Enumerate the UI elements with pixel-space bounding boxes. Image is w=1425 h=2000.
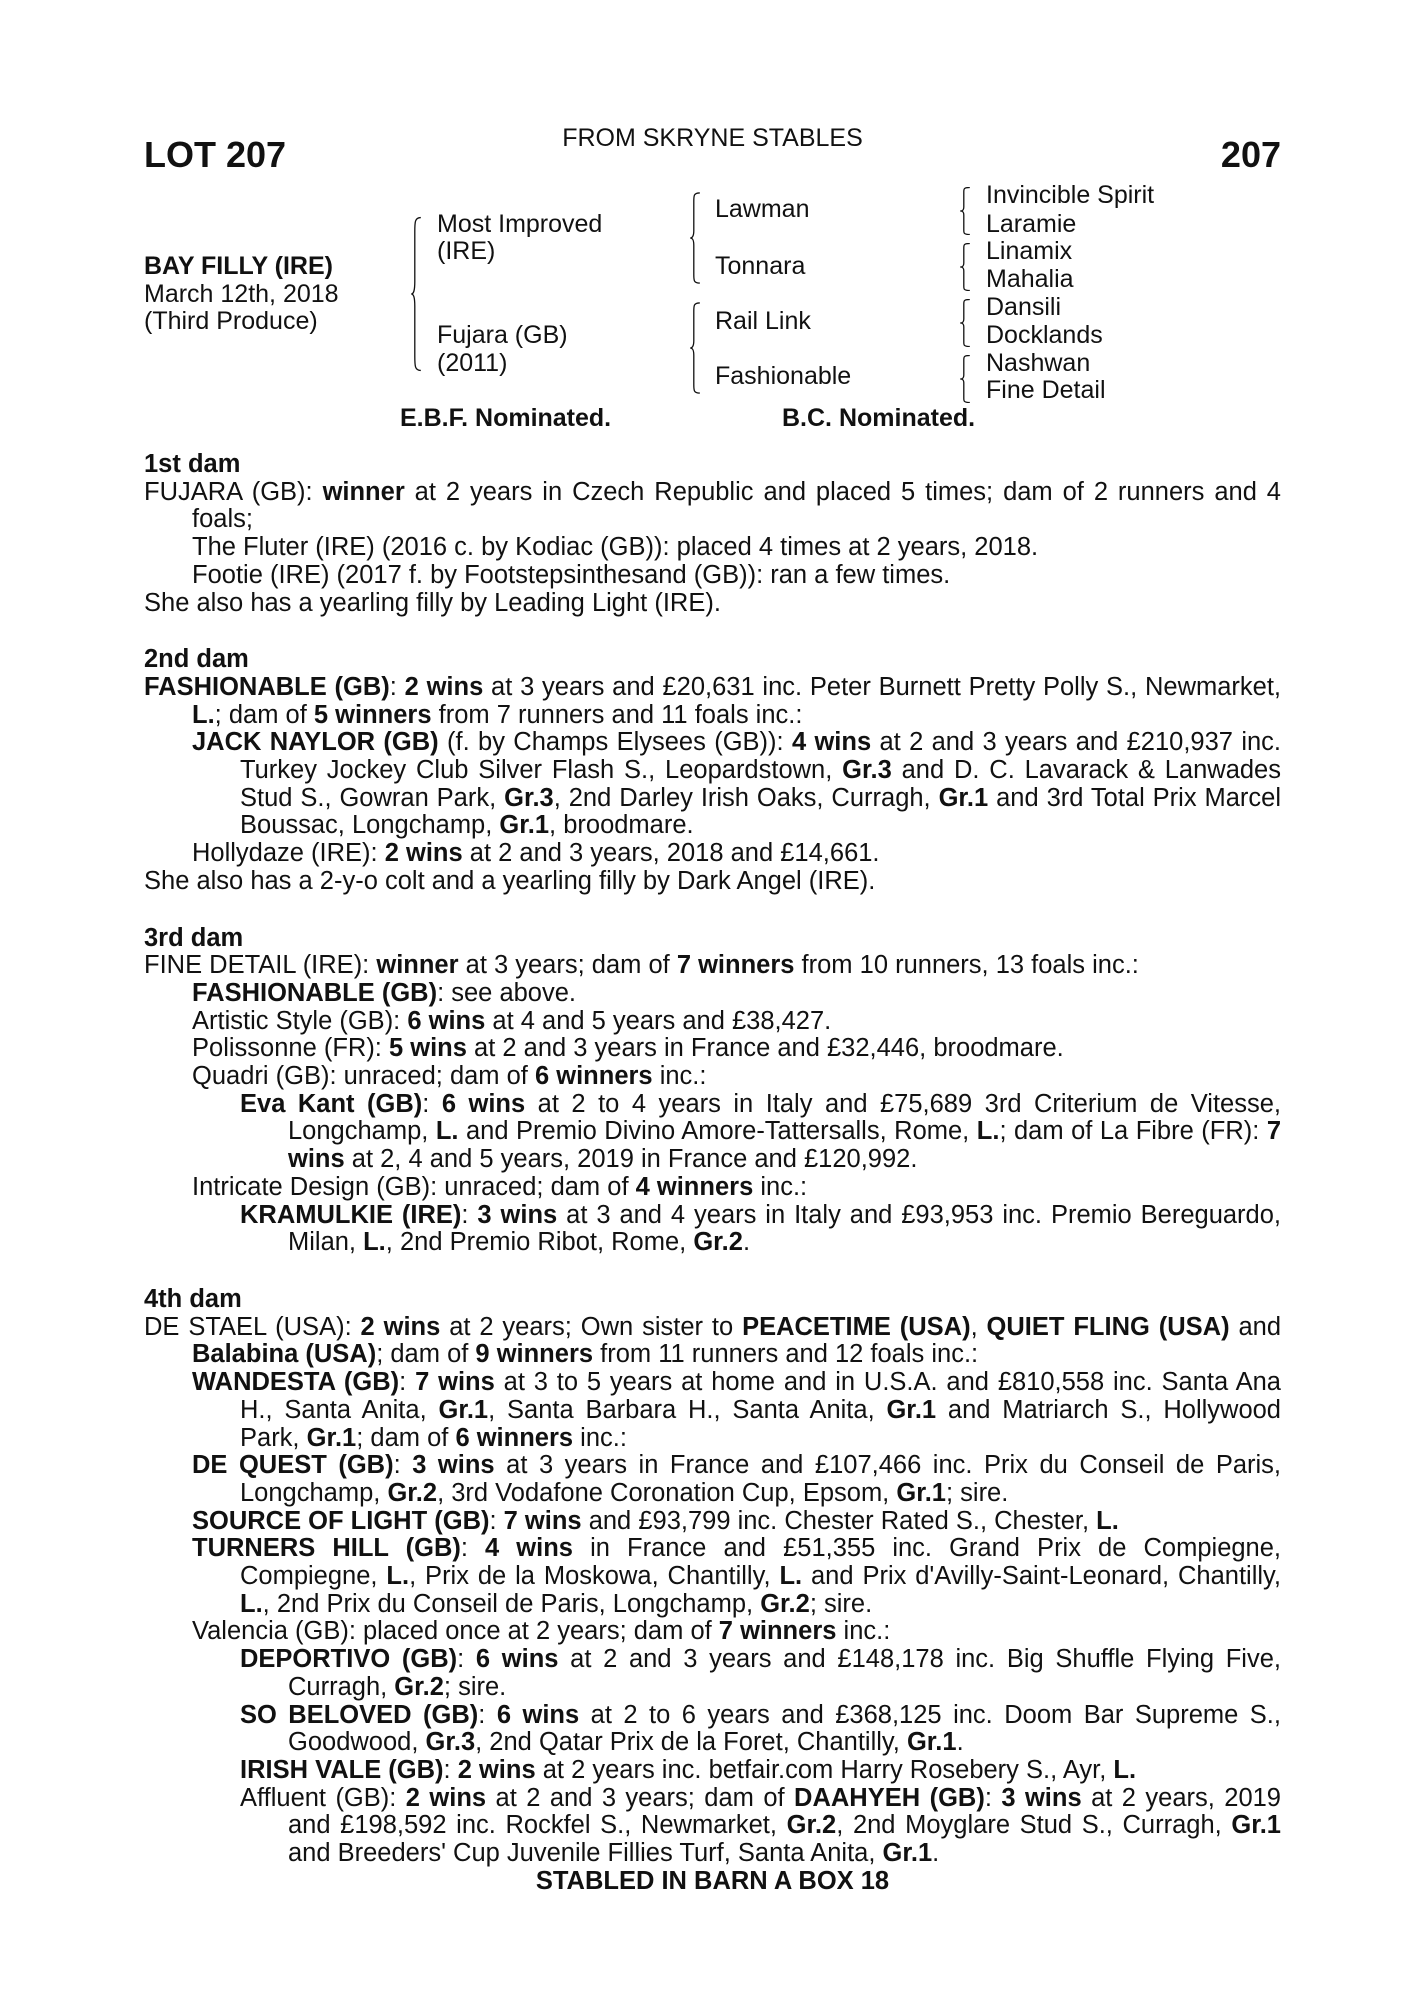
bold-text: L. (386, 1562, 410, 1591)
bold-text: Gr.1 (306, 1423, 357, 1452)
entry-text: ; dam of (356, 1423, 456, 1452)
entry-text: , 2nd Moyglare Stud S., Curragh, (836, 1811, 1232, 1840)
entry-text: : see above. (437, 978, 577, 1007)
pedigree-brace (689, 302, 701, 394)
bold-text: KRAMULKIE (IRE) (240, 1200, 462, 1229)
entry-text: The Fluter (IRE) (2016 c. by Kodiac (GB)): placed 4 times at 2 years, 2018. (192, 533, 1039, 562)
entry-text: ; sire. (809, 1589, 873, 1618)
dam-name: Fujara (GB) (437, 321, 568, 349)
entry-text: Intricate Design (GB): unraced; dam of (192, 1172, 636, 1201)
entry-text: at 2 years inc. betfair.com Harry Rosebery S., Ayr, (535, 1755, 1114, 1784)
consignor: FROM SKRYNE STABLES (562, 124, 863, 152)
ancestor-5: Dansili (986, 293, 1062, 321)
entry-text: , 2nd Prix du Conseil de Paris, Longchamp, (262, 1589, 761, 1618)
entry-text: Footie (IRE) (2017 f. by Footstepsinthesand (GB)): ran a few times. (192, 560, 951, 589)
bold-text: Gr.2 (394, 1672, 444, 1701)
section-heading: 3rd dam (144, 923, 244, 952)
produce-entry (144, 1063, 1281, 1091)
entry-text: Quadri (GB): unraced; dam of (192, 1062, 535, 1091)
ancestor-6: Docklands (986, 321, 1103, 349)
entry-text: : (489, 1506, 504, 1535)
produce-entry (144, 1035, 1281, 1063)
bold-text: Gr.2 (387, 1478, 438, 1507)
entry-text: . (742, 1228, 751, 1257)
dam-sections (144, 451, 1281, 1868)
entry-text: at 4 and 5 years and £38,427. (485, 1006, 832, 1035)
entry-text: ; dam of (214, 700, 314, 729)
entry-text: at 2 and 3 years in France and £32,446, broodmare. (466, 1034, 1064, 1063)
entry-text: ; sire. (945, 1478, 1009, 1507)
dam-year: (2011) (437, 349, 508, 377)
entry-text: : (461, 1200, 478, 1229)
dam-section (144, 1286, 1281, 1868)
grandsire-paternal: Lawman (715, 195, 810, 223)
produce-entry (144, 1314, 1281, 1369)
ancestor-2: Laramie (986, 210, 1077, 238)
entry-text: She also has a yearling filly by Leading Light (IRE). (144, 588, 721, 617)
entry-text: Valencia (GB): placed once at 2 years; dam of (192, 1617, 719, 1646)
produce-entry (144, 1508, 1281, 1536)
entry-text: FINE DETAIL (IRE): (144, 951, 377, 980)
ancestor-7: Nashwan (986, 349, 1091, 377)
entry-text: at 2 to 4 years in Italy and £75,689 3rd Criterium de Vitesse, Longchamp, (288, 1089, 1281, 1146)
pedigree-brace (959, 187, 971, 235)
entry-text: and (1229, 1312, 1281, 1341)
entry-text: and D. C. Lavarack & Lanwades Stud S., Gowran Park, (240, 756, 1281, 812)
produce-entry (144, 1646, 1281, 1701)
section-heading: 2nd dam (144, 645, 249, 674)
produce-entry (144, 1535, 1281, 1618)
entry-text: (f. by Champs Elysees (GB)): (438, 728, 792, 757)
entry-text: inc.: (652, 1062, 707, 1091)
bold-text: Eva Kant (GB) (240, 1089, 423, 1118)
entry-text: : (478, 1700, 497, 1729)
bold-text: Balabina (USA) (192, 1340, 377, 1369)
entry-text: at 3 to 5 years at home and in U.S.A. and £810,558 inc. Santa Ana H., Santa Anita, (240, 1368, 1281, 1424)
entry-text: from 7 runners and 11 foals inc.: (431, 700, 803, 729)
sire-name: Most Improved (437, 210, 603, 238)
entry-text: , broodmare. (549, 811, 694, 840)
entry-text: at 3 years; dam of (458, 951, 677, 980)
bold-text: winner (322, 477, 405, 506)
dam-section (144, 646, 1281, 895)
bold-text: Gr.1 (896, 1478, 946, 1507)
bold-text: 7 winners (676, 951, 795, 980)
produce-entry (144, 562, 1281, 590)
produce-entry (144, 1174, 1281, 1202)
bold-text: Gr.1 (906, 1728, 957, 1757)
ancestor-3: Linamix (986, 237, 1073, 265)
entry-text: , 2nd Premio Ribot, Rome, (385, 1228, 694, 1257)
produce-entry (144, 1008, 1281, 1036)
bold-text: TURNERS HILL (GB) (192, 1534, 461, 1563)
entry-text: Hollydaze (IRE): (192, 839, 385, 868)
bold-text: 6 wins (496, 1700, 580, 1729)
bold-text: 7 winners (718, 1617, 837, 1646)
entry-text: : (422, 1089, 442, 1118)
bold-text: 3 wins (1001, 1783, 1082, 1812)
ancestor-8: Fine Detail (986, 376, 1106, 404)
produce-entry (144, 729, 1281, 840)
bold-text: DE QUEST (GB) (192, 1451, 394, 1480)
bold-text: 6 wins (407, 1006, 486, 1035)
section-heading: 1st dam (144, 450, 241, 478)
entry-text: from 10 runners, 13 foals inc.: (794, 951, 1139, 980)
entry-text: ; dam of La Fibre (FR): (999, 1117, 1267, 1146)
produce-entry (144, 534, 1281, 562)
bold-text: 7 wins (415, 1368, 495, 1397)
bold-text: 3 wins (477, 1200, 558, 1229)
lot-label: LOT 207 (144, 134, 287, 175)
entry-text: Affluent (GB): (240, 1783, 406, 1812)
pedigree-brace (959, 243, 971, 291)
pedigree-brace (689, 192, 701, 284)
produce-entry (144, 840, 1281, 868)
grandsire-maternal: Rail Link (715, 307, 811, 335)
pedigree-brace (959, 299, 971, 347)
bold-text: L. (435, 1117, 459, 1146)
produce-entry (144, 1702, 1281, 1757)
bold-text: 4 winners (635, 1172, 754, 1201)
bold-text: L. (192, 700, 215, 729)
bold-text: Gr.2 (786, 1811, 837, 1840)
entry-text: at 2 and 3 years and £148,178 inc. Big Shuffle Flying Five, Curragh, (288, 1645, 1281, 1701)
produce-entry (144, 980, 1281, 1008)
entry-text: and Matriarch S., Hollywood Park, (240, 1395, 1281, 1452)
produce-entry (144, 590, 1281, 618)
bold-text: FASHIONABLE (GB) (144, 672, 390, 701)
ancestor-4: Mahalia (986, 265, 1074, 293)
entry-text: , 2nd Qatar Prix de la Foret, Chantilly, (475, 1728, 907, 1757)
bold-text: 4 wins (791, 728, 872, 757)
bold-text: SO BELOVED (GB) (240, 1700, 479, 1729)
entry-text: inc.: (573, 1423, 627, 1452)
bold-text: Gr.3 (504, 783, 554, 812)
bold-text: Gr.3 (425, 1728, 476, 1757)
produce-record (144, 451, 1281, 1895)
produce-entry (144, 1369, 1281, 1452)
entry-text: from 11 runners and 12 foals inc.: (593, 1340, 979, 1369)
bold-text: 2 wins (457, 1755, 536, 1784)
entry-text: at 2, 4 and 5 years, 2019 in France and £120,992. (344, 1145, 918, 1174)
entry-text: : (457, 1645, 476, 1674)
entry-text: at 2 years in Czech Republic and placed 5 times; dam of 2 runners and 4 foals; (192, 477, 1281, 534)
bold-text: 3 wins (412, 1451, 495, 1480)
bold-text: Gr.1 (499, 811, 550, 840)
bold-text: L. (1096, 1506, 1119, 1535)
bold-text: 7 wins (503, 1506, 582, 1535)
entry-text: at 2 years, 2019 and £198,592 inc. Rockfel S., Newmarket, (288, 1783, 1281, 1840)
entry-text: , 3rd Vodafone Coronation Cup, Epsom, (437, 1478, 897, 1507)
pedigree-brace (959, 355, 971, 403)
entry-text: inc.: (753, 1172, 808, 1201)
entry-text: and Prix d'Avilly-Saint-Leonard, Chantilly, (802, 1562, 1281, 1591)
bold-text: L. (240, 1589, 263, 1618)
entry-text: : (460, 1534, 486, 1563)
produce-entry (144, 479, 1281, 534)
entry-text: at 3 and 4 years in Italy and £93,953 inc. Premio Bereguardo, Milan, (288, 1200, 1281, 1257)
bold-text: DAAHYEH (GB) (794, 1783, 985, 1812)
entry-text: at 2 years; Own sister to (440, 1312, 743, 1341)
bold-text: L. (976, 1117, 1000, 1146)
bold-text: IRISH VALE (GB) (240, 1755, 444, 1784)
bold-text: 5 winners (313, 700, 432, 729)
granddam-maternal: Fashionable (715, 362, 852, 390)
entry-text: in France and £51,355 inc. Grand Prix de Compiegne, Compiegne, (240, 1534, 1281, 1591)
produce-entry (144, 1757, 1281, 1785)
bold-text: winner (376, 951, 459, 980)
bold-text: FASHIONABLE (GB) (192, 978, 438, 1007)
bold-text: Gr.1 (886, 1395, 937, 1424)
entry-text: at 3 years and £20,631 inc. Peter Burnett Pretty Polly S., Newmarket, (483, 672, 1281, 701)
entry-text: : (389, 672, 405, 701)
pedigree-brace (410, 216, 422, 372)
entry-text: ; sire. (443, 1672, 507, 1701)
entry-text: : (393, 1451, 413, 1480)
produce-entry (144, 1091, 1281, 1174)
entry-text: at 2 and 3 years; dam of (486, 1783, 795, 1812)
bold-text: 7 wins (288, 1117, 1281, 1174)
produce-entry (144, 1785, 1281, 1868)
bold-text: Gr.2 (693, 1228, 743, 1257)
bold-text: 4 wins (485, 1534, 573, 1563)
foaling-date: March 12th, 2018 (144, 280, 339, 308)
produce-number: (Third Produce) (144, 307, 318, 335)
produce-entry (144, 1452, 1281, 1507)
entry-text: and 3rd Total Prix Marcel Boussac, Longchamp, (240, 783, 1282, 840)
bold-text: JACK NAYLOR (GB) (192, 728, 439, 757)
bold-text: WANDESTA (GB) (192, 1368, 400, 1397)
ebf-nomination: E.B.F. Nominated. (400, 404, 612, 432)
entry-text: and Premio Divino Amore-Tattersalls, Rome, (458, 1117, 977, 1146)
entry-text: She also has a 2-y-o colt and a yearling filly by Dark Angel (IRE). (144, 866, 876, 895)
bold-text: Gr.2 (760, 1589, 810, 1618)
bold-text: L. (1113, 1755, 1137, 1784)
bold-text: Gr.1 (882, 1839, 933, 1868)
lot-number: 207 (1220, 134, 1281, 175)
section-heading: 4th dam (144, 1284, 242, 1313)
bold-text: Gr.3 (842, 756, 892, 785)
granddam-paternal: Tonnara (715, 252, 806, 280)
ancestor-1: Invincible Spirit (986, 181, 1155, 209)
entry-text: Artistic Style (GB): (192, 1006, 408, 1035)
entry-text: FUJARA (GB): (144, 477, 323, 506)
horse-name: BAY FILLY (IRE) (144, 252, 333, 280)
bold-text: 2 wins (405, 1783, 487, 1812)
bold-text: PEACETIME (USA) (742, 1312, 971, 1341)
entry-text: . (956, 1728, 964, 1757)
entry-text: at 2 and 3 years, 2018 and £14,661. (462, 839, 880, 868)
bold-text: DEPORTIVO (GB) (240, 1645, 458, 1674)
entry-text: , (970, 1312, 987, 1341)
entry-text: : (984, 1783, 1002, 1812)
entry-text: , 2nd Darley Irish Oaks, Curragh, (553, 783, 939, 812)
entry-text: and Breeders' Cup Juvenile Fillies Turf, Santa Anita, (288, 1839, 883, 1868)
entry-text: at 2 to 6 years and £368,125 inc. Doom Bar Supreme S., Goodwood, (288, 1700, 1281, 1757)
entry-text: at 3 years in France and £107,466 inc. Prix du Conseil de Paris, Longchamp, (240, 1451, 1282, 1507)
entry-text: . (932, 1839, 940, 1868)
entry-text: ; dam of (376, 1340, 476, 1369)
produce-entry (144, 1202, 1281, 1257)
bold-text: 9 winners (475, 1340, 594, 1369)
dam-section (144, 451, 1281, 617)
bold-text: Gr.1 (1231, 1811, 1281, 1840)
stabling-info: STABLED IN BARN A BOX 18 (535, 1866, 890, 1895)
bold-text: 2 wins (384, 839, 463, 868)
bold-text: 6 winners (455, 1423, 574, 1452)
bold-text: 6 winners (534, 1062, 653, 1091)
bold-text: Gr.1 (938, 783, 989, 812)
dam-section (144, 925, 1281, 1257)
bold-text: SOURCE OF LIGHT (GB) (192, 1506, 490, 1535)
entry-text: , Santa Barbara H., Santa Anita, (488, 1395, 887, 1424)
bold-text: 6 wins (441, 1089, 526, 1118)
entry-text: and £93,799 inc. Chester Rated S., Chester, (581, 1506, 1097, 1535)
entry-text: DE STAEL (USA): (144, 1312, 361, 1341)
bold-text: 2 wins (360, 1312, 441, 1341)
bold-text: 6 wins (475, 1645, 559, 1674)
bold-text: L. (363, 1228, 386, 1257)
entry-text: at 2 and 3 years and £210,937 inc. Turkey Jockey Club Silver Flash S., Leopardstown, (240, 728, 1281, 785)
bold-text: L. (779, 1562, 803, 1591)
bc-nomination: B.C. Nominated. (782, 404, 976, 432)
entry-text: , Prix de la Moskowa, Chantilly, (409, 1562, 780, 1591)
bold-text: Gr.1 (438, 1395, 489, 1424)
produce-entry (144, 1618, 1281, 1646)
entry-text: : (443, 1755, 458, 1784)
entry-text: : (399, 1368, 416, 1397)
produce-entry (144, 868, 1281, 896)
bold-text: QUIET FLING (USA) (986, 1312, 1230, 1341)
produce-entry (144, 674, 1281, 729)
bold-text: 5 wins (388, 1034, 467, 1063)
produce-entry (144, 952, 1281, 980)
entry-text: Polissonne (FR): (192, 1034, 389, 1063)
sire-country: (IRE) (437, 237, 496, 265)
entry-text: inc.: (836, 1617, 891, 1646)
bold-text: 2 wins (404, 672, 484, 701)
